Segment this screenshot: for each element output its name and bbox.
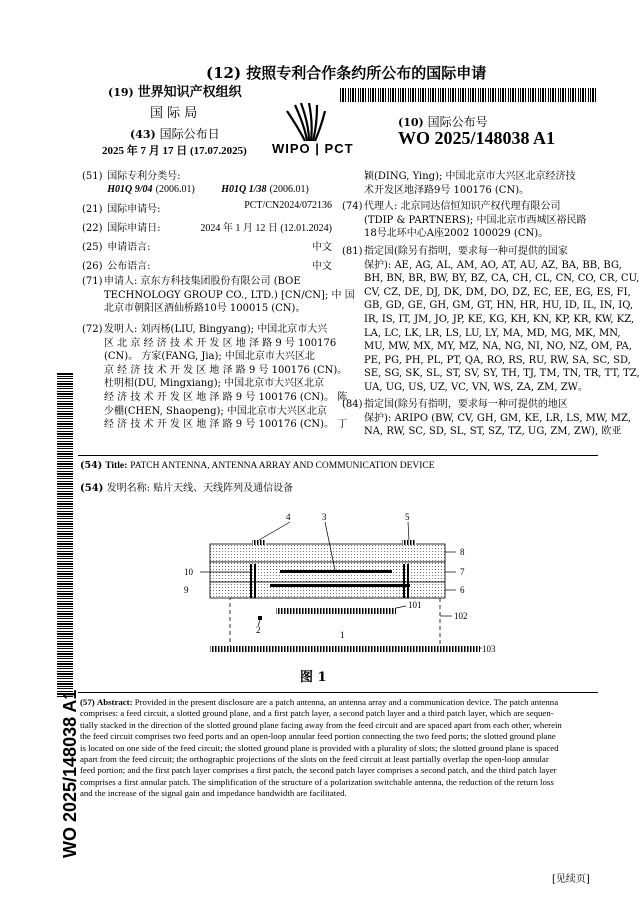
abstract-line: apart from the feed circuit; the orthographic projections of the slots on the feed circuit at least partially overlap the open-loop annular: [80, 754, 549, 765]
abstract-line: is located on one side of the feed circuit; the slotted ground plane is provided with a plurality of slots; the slotted ground plane is spaced: [80, 742, 559, 753]
divider-bottom: [78, 692, 598, 693]
fig-label-103: 103: [482, 644, 496, 654]
ipc-1-date: (2006.01): [155, 184, 195, 195]
abstract-line: Provided in the present disclosure are a patch antenna, an antenna array and a communication device. The patch antenna: [134, 697, 559, 707]
regional-code: (84): [342, 399, 363, 410]
states-line: 指定国(除另有指明，要求每一种可提供的国家: [364, 246, 568, 257]
fig-label-8: 8: [460, 547, 465, 557]
fig-label-10: 10: [184, 567, 193, 577]
ipc-2-date: (2006.01): [269, 184, 309, 195]
title-en-code: (54): [80, 460, 103, 471]
title-en-label: Title:: [105, 461, 128, 471]
document-title: (12) 按照专利合作条约所公布的国际申请: [206, 64, 487, 82]
inventor-line: 经 济 技 术 开 发 区 地 泽 路 9 号 100176 (CN)。 陈: [104, 391, 348, 403]
appno-value: PCT/CN2024/072136: [244, 200, 332, 211]
top-barcode: [340, 88, 598, 102]
patch-4: [252, 540, 266, 545]
fig-label-6: 6: [460, 585, 465, 595]
applicant-line: TECHNOLOGY GROUP CO., LTD.) [CN/CN]; 中 国: [104, 289, 355, 301]
fig-label-5: 5: [405, 512, 410, 522]
pubdate-code: (43): [130, 128, 156, 141]
states-line: UA, UG, US, UZ, VC, VN, WS, ZA, ZM, ZW。: [364, 381, 588, 393]
fig-label-9: 9: [184, 585, 189, 595]
agent-line: 18号北环中心A座2002 100029 (CN)。: [364, 228, 549, 240]
title-en-value: PATCH ANTENNA, ANTENNA ARRAY AND COMMUNICATION DEVICE: [130, 461, 435, 471]
side-publication-number: WO 2025/148038 A1: [60, 689, 80, 858]
states-line: IR, IS, IT, JM, JO, JP, KE, KG, KH, KN, KP, KR, KW, KZ,: [364, 313, 635, 325]
title-cn-label: 发明名称:: [106, 483, 150, 494]
filing-value: 2024 年 1 月 12 日 (12.01.2024): [200, 223, 332, 234]
slotted-ground: [276, 608, 396, 614]
org-code: (19): [108, 86, 134, 99]
regional-states-field: [342, 398, 631, 439]
org-sub: 国 际 局: [150, 106, 198, 121]
appno-code: (21): [82, 204, 103, 215]
post-right: [403, 564, 405, 598]
ipc-code: (51): [82, 171, 103, 182]
inventor-cont-line: 术开发区地泽路9号 100176 (CN)。: [364, 184, 530, 196]
figure-1: [170, 508, 510, 660]
states-line: GB, GD, GE, GH, GM, GT, HN, HR, HU, ID, IL, IN, IQ,: [364, 300, 634, 312]
applicant-line: 北京市朝阳区酒仙桥路10号 100015 (CN)。: [104, 303, 306, 315]
applicant-code: (71): [82, 276, 103, 287]
states-line: SE, SG, SK, SL, ST, SV, SY, TH, TJ, TM, TN, TR, TT, TZ,: [364, 368, 640, 380]
filing-field: [82, 219, 332, 234]
fig-label-2: 2: [256, 625, 261, 635]
pubdate-block: [130, 125, 220, 142]
inventor-line: 京 经 济 技 术 开 发 区 地 泽 路 9 号 100176 (CN)。: [104, 364, 348, 376]
appno-field: [82, 200, 332, 215]
publang-label: 公布语言:: [107, 261, 151, 272]
patch-inner: [270, 584, 410, 587]
filing-label: 国际申请日:: [107, 223, 161, 234]
inventor-code: (72): [82, 324, 103, 335]
publang-value: 中文: [312, 261, 332, 272]
divider-top: [78, 455, 598, 456]
pubno-code: (10): [398, 116, 424, 129]
abstract-code: (57): [80, 697, 95, 707]
agent-line: 代理人: 北京同达信恒知识产权代理有限公司: [364, 201, 561, 212]
layer-8: [210, 544, 445, 562]
abstract-line: tially stacked in the direction of the slotted ground plane facing away from the feed circuit and are spaced apart from each other, wherein: [80, 719, 562, 730]
lang-field: [82, 238, 332, 253]
lang-code: (25): [82, 242, 103, 253]
inventor-continued: [364, 170, 576, 197]
fig-label-1: 1: [340, 630, 345, 640]
fig-label-4: 4: [286, 512, 291, 522]
abstract-line: and the increase of the signal gain and impedance bandwidth are facilitated.: [80, 788, 347, 799]
fig-label-102: 102: [454, 611, 468, 621]
states-line: MU, MW, MX, MY, MZ, NA, NG, NI, NO, NZ, OM, PA,: [364, 341, 632, 353]
continued-note: [见续页]: [552, 874, 590, 885]
abstract-line: the feed circuit comprises two feed ports and an open-loop annular feed portion connecting the two feed ports; the slotted ground plane: [80, 731, 556, 742]
agent-code: (74): [342, 201, 363, 212]
inventor-field: [82, 323, 348, 432]
post-left: [250, 564, 252, 598]
post-right-2: [407, 564, 409, 598]
inventor-cont-line: 颖(DING, Ying); 中国北京市大兴区北京经济技: [364, 171, 576, 182]
regional-line: NA, RW, SC, SD, SL, ST, SZ, TZ, UG, ZM, ZW), 欧亚: [364, 426, 622, 438]
abstract-line: feed portion; and the first patch layer comprises a first patch, the second patch layer comprises a second patch, and the third patch layer: [80, 765, 557, 776]
abstract-line: comprises a first annular patch. The simplification of the structure of a polarization switchable antenna, the reduction of the return loss: [80, 776, 554, 787]
fig-label-3: 3: [322, 512, 327, 522]
filing-code: (22): [82, 223, 103, 234]
ipc-label: 国际专利分类号:: [107, 171, 181, 182]
agent-field: [342, 200, 586, 241]
inventor-line: 杜明相(DU, Mingxiang); 中国北京市大兴区北京: [104, 378, 325, 390]
publang-field: [82, 257, 332, 272]
states-line: CV, CZ, DE, DJ, DK, DM, DO, DZ, EC, EE, EG, ES, FI,: [364, 286, 631, 298]
states-line: LA, LC, LK, LR, LS, LU, LY, MA, MD, MG, MK, MN,: [364, 327, 621, 339]
patch-5: [402, 540, 416, 545]
regional-line: 保护): ARIPO (BW, CV, GH, GM, KE, LR, LS, MW, MZ,: [364, 412, 631, 424]
ground-103: [210, 646, 480, 652]
patch-3: [280, 570, 392, 573]
inventor-line: 区 北 京 经 济 技 术 开 发 区 地 泽 路 9 号 100176: [104, 337, 337, 349]
states-code: (81): [342, 246, 363, 257]
lang-value: 中文: [312, 242, 332, 253]
fig-label-101: 101: [408, 600, 422, 610]
inventor-line: 发明人: 刘丙杨(LIU, Bingyang); 中国北京市大兴: [104, 324, 328, 335]
publang-code: (26): [82, 261, 103, 272]
lang-label: 申请语言:: [107, 242, 151, 253]
org-block: [108, 86, 242, 100]
abstract-line: comprises: a feed circuit, a slotted ground plane, and a first patch layer, a second patch layer and a third patch layer, which are sequen-: [80, 708, 554, 719]
title-cn-value: 贴片天线、天线阵列及通信设备: [153, 483, 294, 494]
abstract: [80, 697, 600, 800]
ipc-2: H01Q 1/38: [221, 184, 267, 195]
agent-line: (TDIP & PARTNERS); 中国北京市西城区裕民路: [364, 214, 587, 226]
pubdate-value: 2025 年 7 月 17 日 (17.07.2025): [102, 145, 247, 157]
regional-line: 指定国(除另有指明，要求每一种可提供的地区: [364, 399, 568, 410]
inventor-line: (CN)。 方家(FANG, Jia); 中国北京市大兴区北: [104, 351, 315, 363]
states-line: PE, PG, PH, PL, PT, QA, RO, RS, RU, RW, SA, SC, SD,: [364, 354, 631, 366]
side-barcode: [57, 372, 73, 697]
title-cn-code: (54): [80, 483, 104, 494]
states-line: 保护): AE, AG, AL, AM, AO, AT, AU, AZ, BA, BB, BG,: [364, 259, 622, 271]
feed-circuit: [258, 616, 262, 620]
figure-caption: 图 1: [300, 670, 327, 685]
ipc-1: H01Q 9/04: [107, 184, 153, 195]
applicant-field: [82, 275, 355, 316]
inventor-line: 经 济 技 术 开 发 区 地 泽 路 9 号 100176 (CN)。 丁: [104, 419, 348, 431]
wipo-pct-text: WIPO | PCT: [272, 141, 354, 156]
inventor-line: 少棚(CHEN, Shaopeng); 中国北京市大兴区北京: [104, 405, 327, 417]
appno-label: 国际申请号:: [107, 204, 161, 215]
applicant-line: 申请人: 京东方科技集团股份有限公司 (BOE: [104, 276, 301, 287]
ipc-field: [82, 170, 309, 196]
fig-label-7: 7: [460, 567, 465, 577]
post-left-2: [254, 564, 256, 598]
pubdate-label: 国际公布日: [159, 127, 220, 141]
abstract-label: Abstract:: [96, 697, 133, 707]
designated-states-field: [342, 245, 640, 395]
pubno-label: 国际公布号: [427, 115, 488, 129]
states-line: BH, BN, BR, BW, BY, BZ, CA, CH, CL, CN, CO, CR, CU,: [364, 273, 640, 285]
pubno-value: WO 2025/148038 A1: [398, 128, 556, 148]
title-en: [80, 460, 435, 471]
title-cn: [80, 479, 293, 494]
org-name: 世界知识产权组织: [137, 85, 242, 100]
